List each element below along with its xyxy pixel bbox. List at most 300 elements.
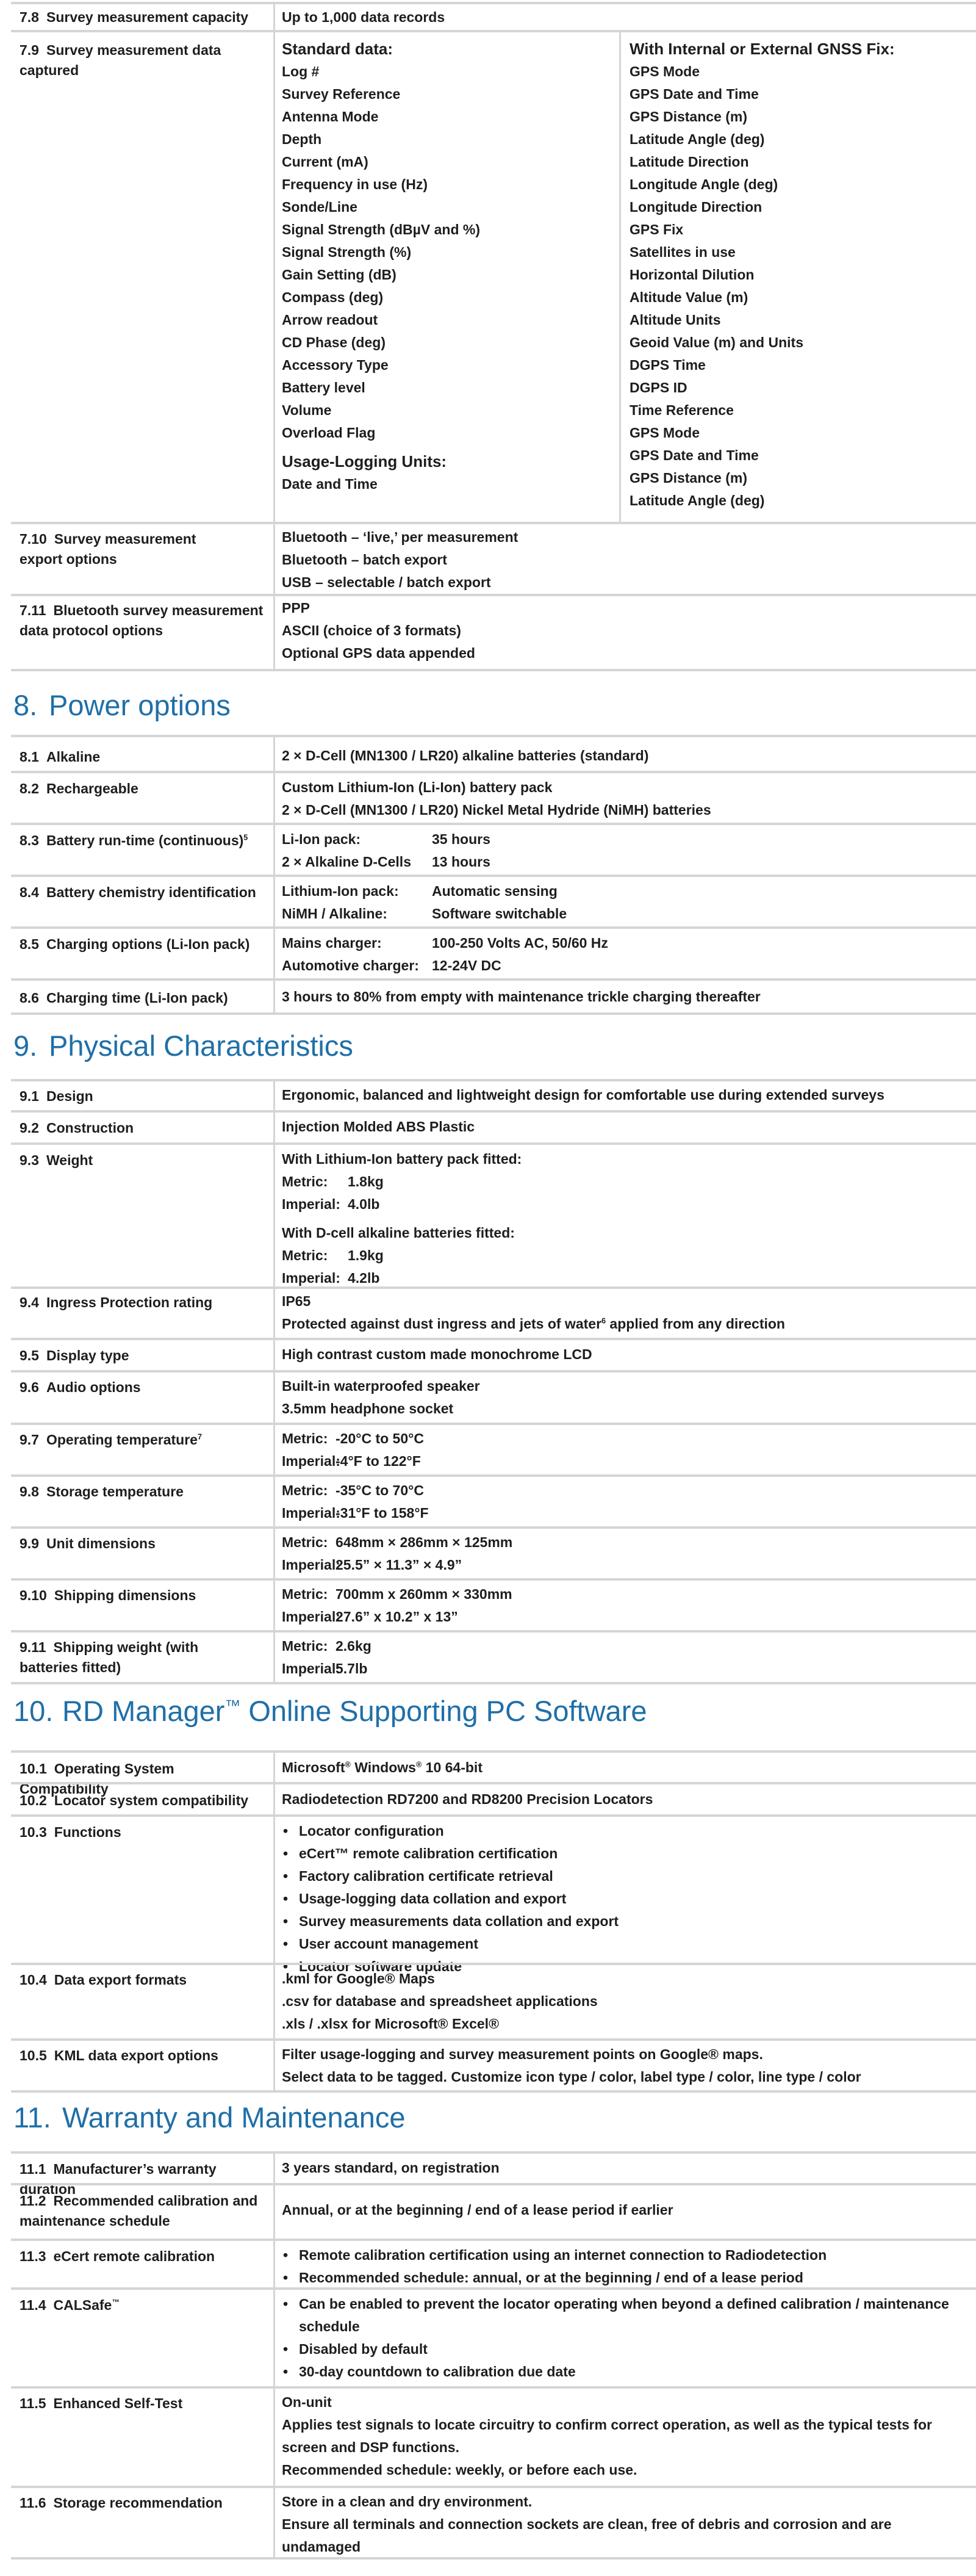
standard-data-item: Compass (deg) [282,289,384,305]
spec-label-text: Enhanced Self-Test [53,2395,183,2411]
value-line: High contrast custom made monochrome LCD [282,1346,592,1362]
spec-label-text: Locator system compatibility [54,1792,249,1808]
row-divider [11,1338,976,1340]
row-divider [11,669,976,671]
spec-value [282,2491,959,2558]
spec-value [630,38,895,512]
row-divider [11,1526,976,1529]
pair-key: Automotive charger: [282,958,419,973]
row-divider [11,1423,976,1425]
pair-value: 1.9kg [348,1247,384,1263]
value-line: Store in a clean and dry environment. [282,2494,533,2509]
pair-value: 648mm × 286mm × 125mm [336,1534,513,1550]
spec-label [20,2191,264,2231]
gnss-item: GPS Date and Time [630,86,759,102]
pair-key: Metric: [282,1174,328,1189]
spec-value [282,1820,619,1978]
gnss-item: Altitude Units [630,312,721,328]
pair-key: Metric: [282,1247,328,1263]
row-divider [11,2,976,4]
value-pair [282,1554,512,1576]
value-line: 3.5mm headphone socket [282,1401,454,1416]
gnss-item: Latitude Angle (deg) [630,492,765,508]
spec-number: 10.2 [20,1792,47,1808]
spec-value [282,1343,592,1366]
spec-number: 11.3 [20,2248,46,2264]
section-title-cont: Online Supporting PC Software [240,1695,647,1727]
row-divider [11,735,976,737]
column-divider [273,735,275,1012]
os-text: Windows [350,1759,416,1775]
value-pair [282,1171,522,1193]
bullet-item: • eCert™ remote calibration certification [282,1842,619,1865]
spec-label-text: eCert remote calibration [53,2248,215,2264]
spec-value [282,2244,827,2289]
section-title: Power options [49,689,231,721]
spec-label-text: Charging options (Li-Ion pack) [46,936,250,952]
pair-key: Imperial: [282,1270,340,1286]
gnss-heading: With Internal or External GNSS Fix: [630,40,895,58]
spec-label-text: Battery chemistry identification [46,884,256,900]
section-number: 9. [13,1030,38,1062]
value-pair [282,903,567,925]
spec-label [20,779,264,799]
spec-label [20,1150,257,1171]
row-divider [11,2287,976,2290]
spec-label [20,831,264,851]
value-pair [282,1193,522,1216]
value-pair [282,828,490,851]
spec-label-text: KML data export options [54,2047,218,2063]
pair-key: Metric: [282,1586,328,1602]
spec-label [20,2493,264,2513]
spec-label [20,1086,257,1106]
footnote-marker: 5 [243,833,248,842]
spec-number: 9.2 [20,1120,39,1136]
pair-key: Metric: [282,1638,328,1654]
spec-label [20,1118,257,1138]
section-title: Physical Characteristics [49,1030,353,1062]
ip-description [282,1313,785,1335]
section-heading [13,1694,647,1728]
pair-value: 700mm x 260mm × 330mm [336,1586,512,1602]
gnss-item: GPS Mode [630,63,700,79]
ip-rating: IP65 [282,1293,311,1309]
value-line: Filter usage-logging and survey measurement points on Google® maps. [282,2046,763,2062]
ip-text: Protected against dust ingress and jets of water [282,1316,602,1332]
spec-number: 10.1 [20,1761,47,1777]
spec-label [20,1970,264,1990]
pair-key: Li-Ion pack: [282,831,361,847]
value-line: Recommended schedule: weekly, or before each use. [282,2462,637,2478]
pair-key: Imperial: [282,1505,340,1521]
pair-key: Lithium-Ion pack: [282,883,399,899]
value-pair [282,880,567,903]
footnote-marker: 7 [197,1432,202,1441]
row-divider [11,1750,976,1753]
gnss-item: DGPS ID [630,380,687,395]
spec-number: 9.3 [20,1152,39,1168]
pair-value: Automatic sensing [432,883,558,899]
spec-value [282,880,567,925]
pair-key: Metric: [282,1534,328,1550]
spec-number: 9.4 [20,1294,39,1310]
spec-label [20,988,264,1008]
row-divider [11,1079,976,1081]
spec-label-text: Display type [46,1348,129,1363]
row-divider [11,875,976,877]
section-number: 11. [13,2101,51,2134]
weight-subheading: With Lithium-Ion battery pack fitted: [282,1151,522,1167]
value-pair [282,1583,512,1606]
spec-number: 9.9 [20,1535,39,1551]
value-line: Ensure all terminals and connection sockets are clean, free of debris and corrosion and are undamaged [282,2516,892,2555]
spec-label [20,1822,264,1842]
spec-label-text: Storage recommendation [53,2495,223,2511]
spec-value [282,2391,959,2481]
spec-label [20,1346,257,1366]
row-divider [11,2183,976,2185]
row-divider [11,1110,976,1113]
row-divider [11,1474,976,1477]
value-pair [282,1427,424,1450]
ip-text-cont: applied from any direction [606,1316,785,1332]
standard-data-item: Frequency in use (Hz) [282,176,428,192]
spec-label-text: CALSafe [53,2297,112,2313]
spec-label-text: Data export formats [54,1972,187,1988]
gnss-item: Latitude Angle (deg) [630,131,765,147]
standard-data-item: Current (mA) [282,154,368,170]
spec-label-text: Operating temperature [46,1432,198,1448]
pair-value: Software switchable [432,906,567,922]
value-pair [282,954,608,977]
value-line: Built-in waterproofed speaker [282,1378,480,1394]
gnss-item: Geoid Value (m) and Units [630,334,803,350]
value-pair [282,932,608,954]
value-line: 3 hours to 80% from empty with maintenance trickle charging thereafter [282,989,761,1005]
spec-number: 7.11 [20,602,46,618]
value-pair [282,1658,371,1680]
spec-label-text: Charging time (Li-Ion pack) [46,990,228,1006]
pair-value: 100-250 Volts AC, 50/60 Hz [432,935,608,951]
spec-label-text: Unit dimensions [46,1535,156,1551]
spec-number: 7.9 [20,42,39,58]
spec-label-text: Functions [54,1824,121,1840]
gnss-item: Altitude Value (m) [630,289,748,305]
value-line: Optional GPS data appended [282,645,475,661]
registered-mark: ® [345,1760,351,1769]
gnss-item: DGPS Time [630,357,706,373]
row-divider [11,1814,976,1817]
value-line: Ergonomic, balanced and lightweight design for comfortable use during extended surveys [282,1087,884,1103]
spec-number: 11.6 [20,2495,46,2511]
row-divider [11,1578,976,1581]
spec-value [282,828,490,873]
spec-value [282,6,445,29]
pair-value: 35 hours [432,831,490,847]
gnss-item: GPS Distance (m) [630,470,747,486]
os-line [282,1756,483,1779]
spec-number: 9.11 [20,1639,46,1655]
column-divider [273,1750,275,2090]
value-line: On-unit [282,2394,332,2410]
pair-key: Imperial: [282,1609,340,1625]
spec-label [20,2246,264,2267]
row-divider [11,2151,976,2154]
section-number: 8. [13,689,38,721]
bullet-list [282,2244,827,2289]
value-line: Annual, or at the beginning / end of a lease period if earlier [282,2202,673,2218]
spec-label [20,2394,264,2414]
spec-value [282,2199,673,2221]
spec-label-text: Storage temperature [46,1484,184,1499]
standard-data-item: Battery level [282,380,365,395]
section-title: Warranty and Maintenance [62,2101,406,2134]
row-divider [11,1142,976,1145]
row-divider [11,2557,976,2560]
value-line: 2 × D-Cell (MN1300 / LR20) alkaline batteries (standard) [282,748,649,763]
spec-label-text: Shipping weight (with batteries fitted) [20,1639,199,1675]
value-line: Injection Molded ABS Plastic [282,1119,475,1135]
row-divider [11,2038,976,2041]
spec-label-text: Survey measurement capacity [46,9,249,25]
column-divider [619,30,621,522]
spec-number: 11.1 [20,2161,46,2177]
spec-number: 9.10 [20,1587,47,1603]
pair-key: Imperial: [282,1196,340,1212]
standard-data-item: Log # [282,63,320,79]
spec-label [20,882,264,903]
value-line: PPP [282,600,310,616]
standard-data-item: Signal Strength (dBµV and %) [282,222,481,237]
value-line: 3 years standard, on registration [282,2160,500,2176]
spec-label [20,1482,257,1502]
gnss-item: Satellites in use [630,244,736,260]
spec-number: 8.4 [20,884,39,900]
value-line: USB – selectable / batch export [282,574,491,590]
spec-number: 8.2 [20,781,39,796]
bullet-item: • User account management [282,1933,619,1955]
pair-value: -4°F to 122°F [336,1453,421,1469]
value-pair [282,1479,429,1502]
spec-label-text: Alkaline [46,749,101,765]
standard-data-item: Gain Setting (dB) [282,267,396,283]
spec-number: 8.1 [20,749,39,765]
spec-label-text: Bluetooth survey measurement data protocol options [20,602,264,638]
value-pair [282,1635,371,1658]
spec-label [20,1430,257,1450]
spec-number: 9.5 [20,1348,39,1363]
pair-value: 12-24V DC [432,958,501,973]
gnss-item: GPS Distance (m) [630,109,747,124]
spec-value [282,1084,884,1106]
pair-key: Imperial: [282,1557,340,1573]
value-line: .kml for Google® Maps [282,1971,435,1986]
spec-value [282,1148,522,1290]
value-pair [282,1450,424,1473]
spec-number: 8.3 [20,832,39,848]
spec-number: 10.4 [20,1972,47,1988]
section-heading [13,688,231,723]
bullet-item: • Remote calibration certification using an internet connection to Radiodetection [282,2244,827,2267]
value-line: Bluetooth – ‘live,’ per measurement [282,529,518,545]
bullet-item: • Recommended schedule: annual, or at the beginning / end of a lease period [282,2267,827,2289]
pair-value: 4.2lb [348,1270,380,1286]
gnss-item: GPS Date and Time [630,447,759,463]
spec-value [282,38,480,496]
row-divider [11,1963,976,1965]
value-line: Radiodetection RD7200 and RD8200 Precision Locators [282,1791,653,1807]
gnss-item: Longitude Direction [630,199,762,215]
value-pair [282,1244,522,1267]
standard-data-item: Overload Flag [282,425,376,441]
pair-value: 1.8kg [348,1174,384,1189]
row-divider [11,1682,976,1684]
os-text: Microsoft [282,1759,345,1775]
spec-label [20,934,264,954]
spec-number: 9.1 [20,1088,39,1104]
row-divider [11,2090,976,2093]
spec-label [20,747,264,767]
row-divider [11,1370,976,1373]
pair-value: -35°C to 70°C [336,1482,424,1498]
spec-number: 8.6 [20,990,39,1006]
standard-data-item: Arrow readout [282,312,378,328]
pair-key: Imperial: [282,1453,340,1469]
spec-value [282,986,761,1008]
value-line: Up to 1,000 data records [282,9,445,25]
spec-value [282,1427,424,1473]
footnote-marker: 6 [601,1316,606,1326]
pair-value: -31°F to 158°F [336,1505,429,1521]
weight-subheading: With D-cell alkaline batteries fitted: [282,1225,515,1241]
standard-data-item: Accessory Type [282,357,389,373]
spec-label-text: Design [46,1088,93,1104]
pair-value: 2.6kg [336,1638,371,1654]
spec-value [282,932,608,977]
bullet-item: • Usage-logging data collation and export [282,1888,619,1910]
spec-number: 9.8 [20,1484,39,1499]
gnss-item: Horizontal Dilution [630,267,755,283]
section-heading [13,1029,353,1063]
pair-key: 2 × Alkaline D-Cells [282,854,411,870]
pair-key: Metric: [282,1431,328,1446]
value-pair [282,1502,429,1524]
value-pair [282,1531,512,1554]
spec-number: 9.7 [20,1432,39,1448]
value-line: .xls / .xlsx for Microsoft® Excel® [282,2016,500,2032]
standard-data-item: Survey Reference [282,86,401,102]
usage-logging-item: Date and Time [282,476,378,492]
standard-data-item: CD Phase (deg) [282,334,386,350]
value-line: Bluetooth – batch export [282,552,447,568]
spec-label [20,40,251,81]
usage-logging-heading: Usage-Logging Units: [282,452,447,471]
column-divider [273,2,275,669]
pair-value: 25.5” × 11.3” × 4.9” [336,1557,462,1573]
spec-label-text: Shipping dimensions [54,1587,196,1603]
spec-value [282,597,475,665]
spec-label-text: Ingress Protection rating [46,1294,213,1310]
spec-label [20,1637,257,1678]
spec-value [282,2157,500,2179]
value-pair [282,1606,512,1628]
pair-value: 4.0lb [348,1196,380,1212]
pair-key: Imperial: [282,1661,340,1676]
value-line: ASCII (choice of 3 formats) [282,622,461,638]
spec-number: 8.5 [20,936,39,952]
spec-value [282,526,518,594]
spec-value [282,1375,480,1420]
row-divider [11,30,976,32]
spec-value [282,1531,512,1576]
row-divider [11,1630,976,1633]
spec-number: 9.6 [20,1379,39,1395]
standard-data-item: Sonde/Line [282,199,357,215]
pair-key: Mains charger: [282,935,382,951]
spec-label-text: Operating System Compatibility [20,1761,174,1797]
spec-number: 7.10 [20,531,47,547]
row-divider [11,1782,976,1784]
spec-label-text: Recommended calibration and maintenance schedule [20,2193,258,2229]
bullet-item: • Survey measurements data collation and export [282,1910,619,1933]
spec-value [282,1116,475,1138]
bullet-item: • Factory calibration certificate retrieval [282,1865,619,1888]
row-divider [11,594,976,596]
spec-number: 10.5 [20,2047,47,2063]
value-line: Applies test signals to locate circuitry to confirm correct operation, as well as the typical tests for screen and DSP functions. [282,2417,932,2455]
pair-value: -20°C to 50°C [336,1431,424,1446]
pair-value: 13 hours [432,854,490,870]
column-divider [273,1079,275,1682]
spec-value [282,1479,429,1524]
gnss-item: GPS Mode [630,425,700,441]
bullet-item: • 30-day countdown to calibration due date [282,2361,959,2383]
pair-key: Metric: [282,1482,328,1498]
spacer [282,444,480,450]
spec-value [282,1583,512,1628]
spec-number: 7.8 [20,9,39,25]
bullet-item: • Disabled by default [282,2338,959,2361]
gnss-item: Latitude Direction [630,154,749,170]
standard-data-item: Signal Strength (%) [282,244,412,260]
spec-value [282,776,711,821]
spec-value [282,2293,959,2383]
spec-value [282,745,648,767]
gnss-item: GPS Fix [630,222,684,237]
row-divider [11,926,976,929]
bullet-list [282,1820,619,1978]
spec-label-text: Construction [46,1120,134,1136]
standard-data-item: Volume [282,402,332,418]
spec-label-text: Manufacturer’s warranty duration [20,2161,217,2197]
gnss-item: Time Reference [630,402,734,418]
spec-label-text: Audio options [46,1379,141,1395]
value-line: Select data to be tagged. Customize icon type / color, label type / color, line type / color [282,2069,861,2085]
spec-label [20,7,264,27]
bullet-item: • Can be enabled to prevent the locator operating when beyond a defined calibration / maintenance schedule [282,2293,959,2338]
spec-value [282,1788,653,1811]
pair-key: NiMH / Alkaline: [282,906,387,922]
spec-label [20,2295,264,2315]
spacer [282,1216,522,1222]
spec-label-text: Weight [46,1152,93,1168]
spec-label [20,1534,257,1554]
spec-label [20,1791,264,1811]
standard-data-item: Antenna Mode [282,109,379,124]
column-divider [273,2151,275,2557]
row-divider [11,522,976,524]
